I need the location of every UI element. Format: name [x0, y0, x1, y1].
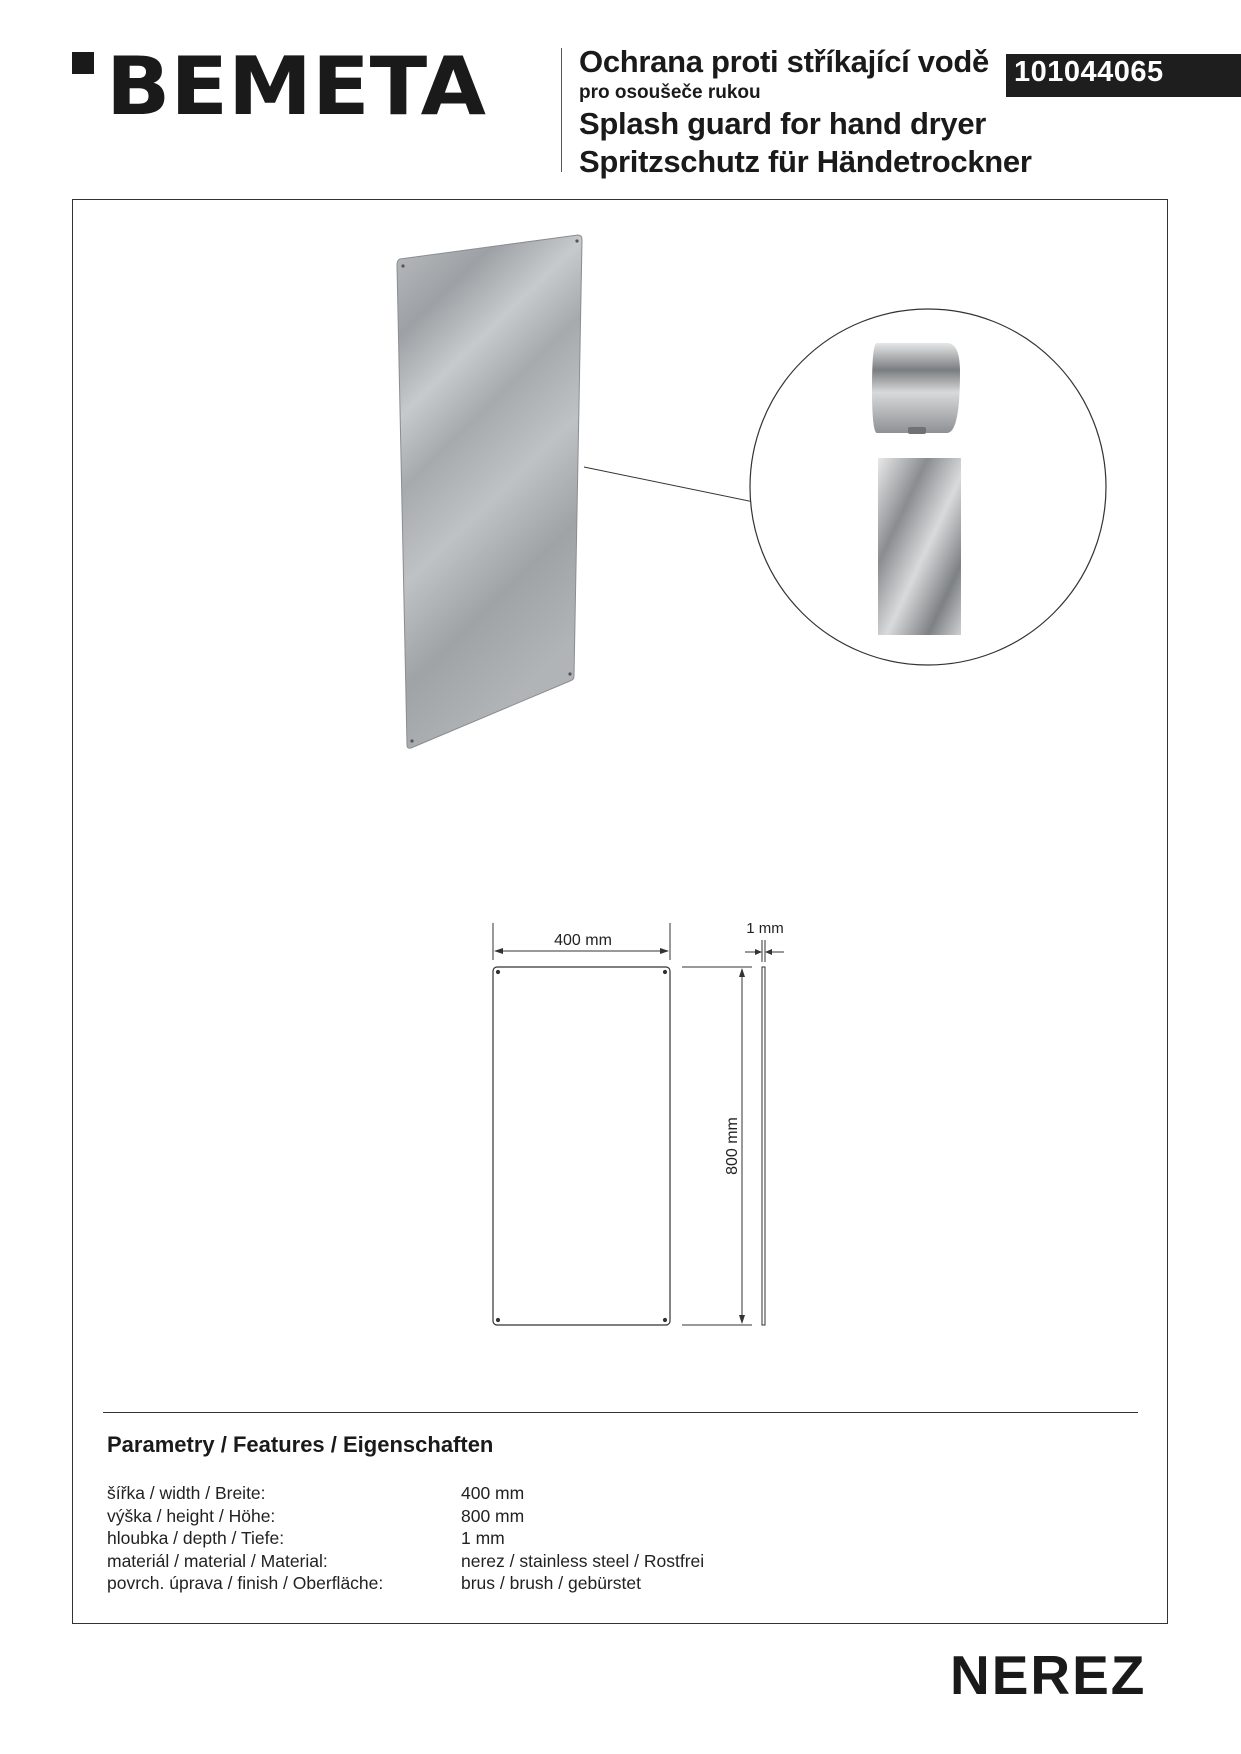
spec-value: nerez / stainless steel / Rostfrei [461, 1550, 705, 1571]
content-frame [72, 199, 1168, 1624]
spec-value: 800 mm [461, 1505, 525, 1526]
spec-label: šířka / width / Breite: [107, 1483, 266, 1503]
spec-heading: Parametry / Features / Eigenschaften [107, 1432, 494, 1457]
dimension-depth: 1 mm [746, 920, 784, 937]
spec-label: materiál / material / Material: [107, 1550, 328, 1571]
product-code: 101044065 [1014, 56, 1164, 88]
svg-text:BEMETA: BEMETA [106, 44, 487, 124]
subtitle-czech: pro osoušeče rukou [579, 82, 761, 103]
header-divider [561, 48, 562, 172]
title-czech: Ochrana proti stříkající vodě [579, 44, 989, 79]
bemeta-logo [72, 44, 492, 124]
spec-value: 400 mm [461, 1483, 525, 1503]
spec-label: hloubka / depth / Tiefe: [107, 1528, 285, 1548]
title-german: Spritzschutz für Händetrockner [579, 144, 1032, 179]
dimension-height: 800 mm [724, 1117, 741, 1175]
dimension-width: 400 mm [554, 932, 612, 949]
spec-value: brus / brush / gebürstet [461, 1573, 641, 1593]
spec-label: výška / height / Höhe: [107, 1505, 276, 1526]
material-label: NEREZ [950, 1644, 1147, 1706]
spec-label: povrch. úprava / finish / Oberfläche: [107, 1573, 384, 1593]
spec-value: 1 mm [461, 1528, 505, 1548]
spec-divider [103, 1412, 1138, 1413]
title-english: Splash guard for hand dryer [579, 106, 987, 141]
